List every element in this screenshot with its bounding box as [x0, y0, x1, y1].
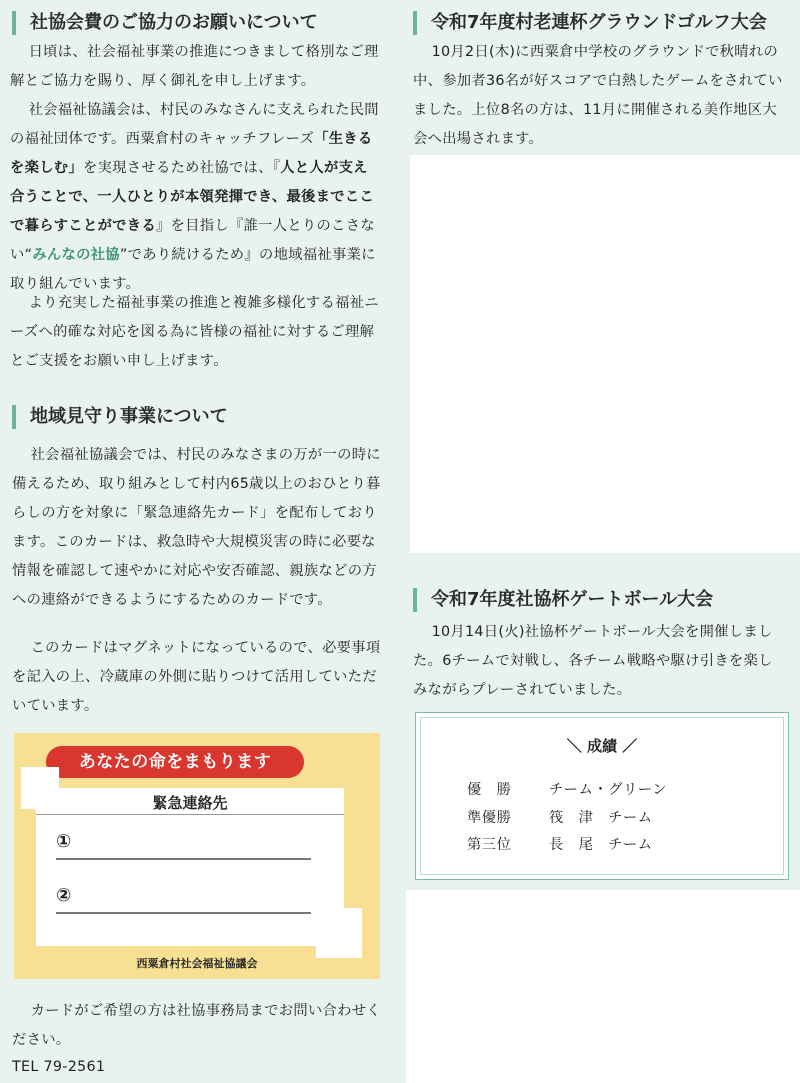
results-team: 長 尾 チーム: [549, 837, 653, 853]
results-box: [415, 712, 789, 880]
watch-paragraph-2: このカードはマグネットになっているので、必要事項を記入の上、冷蔵庫の外側に貼りつけて活用していただいています。: [12, 640, 381, 714]
card-line-2: [56, 912, 311, 914]
membership-paragraph-3: より充実した福祉事業の推進と複雑多様化する福祉ニーズへ的確な対応を図る為に皆様の福祉に対するご理解とご支援をお願い申し上げます。: [10, 295, 379, 369]
card-banner: あなたの命をまもります: [46, 746, 304, 778]
card-title: 緊急連絡先: [152, 794, 228, 812]
card-number-1: ①: [56, 831, 72, 852]
card-number-2: ②: [56, 885, 72, 906]
results-team: 筏 津 チーム: [549, 810, 653, 826]
results-row: [467, 834, 653, 854]
card-footer: 西粟倉村社会福祉協議会: [136, 957, 258, 970]
section-heading-watch: 地域見守り事業について: [12, 405, 228, 429]
membership-paragraph-1: 日頃は、社会福祉事業の推進につきまして格別なご理解とご協力を賜り、厚く御礼を申し上げます。: [10, 44, 379, 89]
membership-paragraph-2: 社会福祉協議会は、村民のみなさんに支えられた民間の福祉団体です。西粟倉村のキャッチフレーズ「生きるを楽しむ」を実現させるため社協では、『人と人が支え合うことで、一人ひとりが本領発揮でき、最後までここで暮らすことができる』を目指し『誰一人とりのこさない“みんなの社協”であり続けるため』の地域福祉事業に取り組んでいます。: [10, 102, 379, 292]
section-heading-groundgolf: 令和7年度村老連杯グラウンドゴルフ大会: [413, 11, 767, 35]
results-row: [467, 779, 667, 799]
results-place: 準優勝: [467, 810, 512, 826]
photo-placeholder-1: [410, 155, 800, 553]
watch-paragraph-1: 社会福祉協議会では、村民のみなさまの万が一の時に備えるため、取り組みとして村内65歳以上のおひとり暮らしの方を対象に「緊急連絡先カード」を配布しております。このカードは、救急時や大規模災害の時に必要な情報を確認して速やかに対応や安否確認、親族などの方への連絡ができるようにするためのカードです。: [12, 447, 381, 608]
card-line-1: [56, 858, 311, 860]
section-heading-membership: 社協会費のご協力のお願いについて: [12, 11, 318, 35]
gateball-paragraph: 10月14日(火)社協杯ゲートボール大会を開催しました。6チームで対戦し、各チーム戦略や駆け引きを楽しみながらプレーされていました。: [413, 624, 773, 698]
watch-paragraph-3: カードがご希望の方は社協事務局までお問い合わせください。: [12, 1003, 381, 1048]
telephone-number: TEL 79-2561: [12, 1059, 106, 1075]
results-place: 優 勝: [467, 782, 512, 798]
results-team: チーム・グリーン: [549, 782, 668, 798]
card-sheet: [36, 788, 344, 946]
results-row: [467, 807, 653, 827]
section-heading-gateball: 令和7年度社協杯ゲートボール大会: [413, 588, 713, 612]
card-blank-bottom-right: [316, 908, 362, 958]
card-blank-top-left: [21, 767, 59, 809]
results-title: ＼ 成績 ／: [566, 737, 638, 755]
emergency-card-image: [14, 733, 380, 979]
results-place: 第三位: [467, 837, 512, 853]
groundgolf-paragraph: 10月2日(木)に西粟倉中学校のグラウンドで秋晴れの中、参加者36名が好スコアで白熱したゲームをされていました。上位8名の方は、11月に開催される美作地区大会へ出場されます。: [413, 44, 783, 147]
